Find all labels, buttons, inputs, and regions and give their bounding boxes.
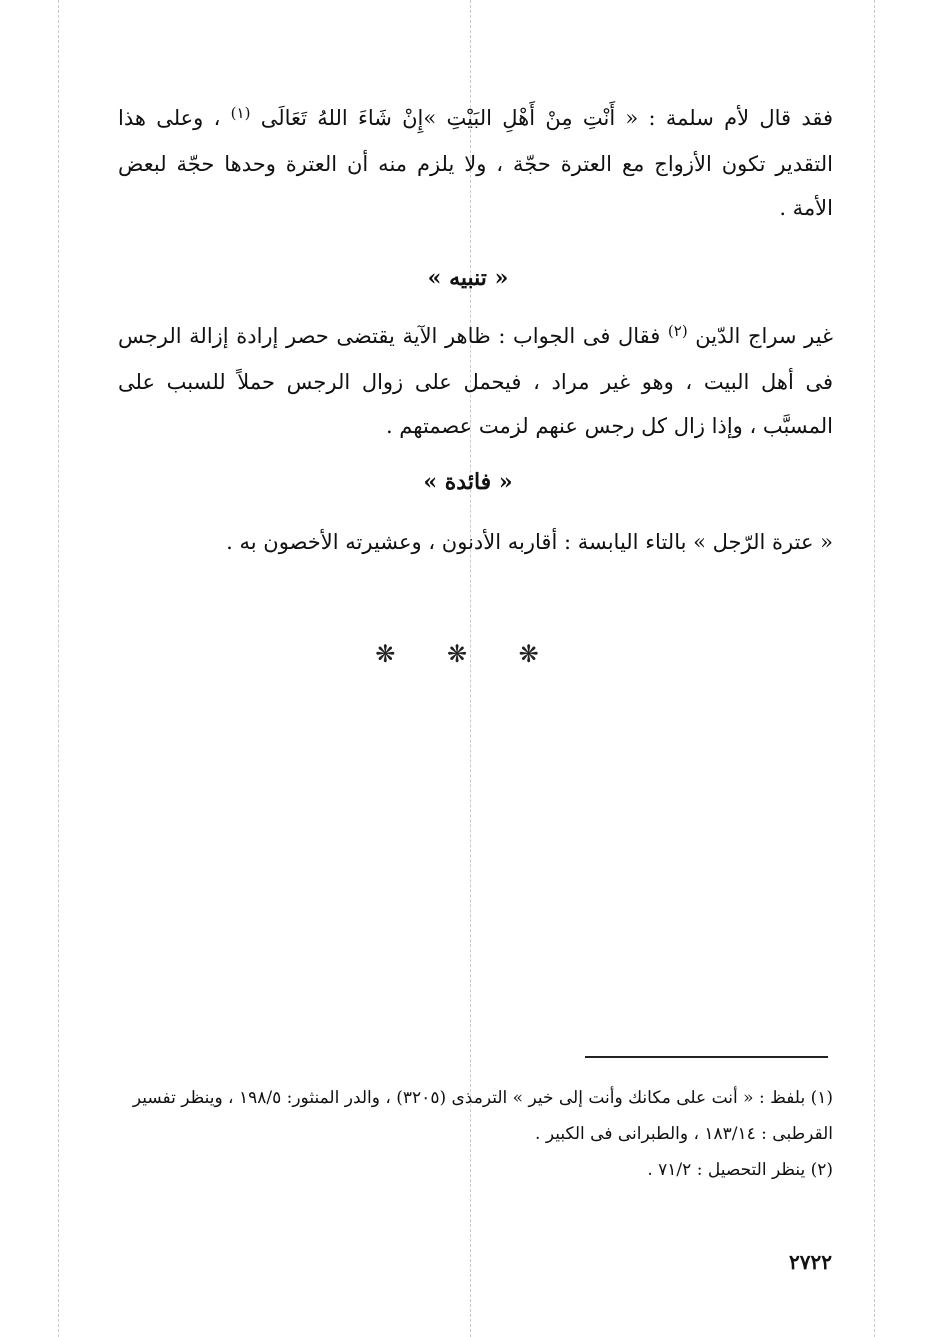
page-number: ٢٧٢٢ — [789, 1250, 832, 1274]
footnote-1: (١) بلفظ : « أنت على مكانك وأنت إلى خير » الترمذى (٣٢٠٥) ، والدر المنثور: ١٩٨/٥ ، وينظر تفسير القرطبى : ١٨٣/١٤ ، والطبرانى فى الكبير . — [132, 1088, 833, 1144]
guide-line — [874, 0, 875, 1337]
footnote-mark-2[interactable]: (٢) — [667, 322, 688, 340]
footnote-mark-1[interactable]: (١) — [230, 104, 251, 122]
guide-line — [58, 0, 59, 1337]
paragraph-intro-text-a: فقد قال لأم سلمة : « أَنْتِ مِنْ أَهْلِ البَيْتِ »إِنْ شَاءَ اللهُ تَعَالَى — [250, 106, 833, 130]
paragraph-intro — [118, 96, 833, 230]
paragraph-tanbih — [118, 314, 833, 448]
footnote-divider — [585, 1056, 828, 1058]
footnote-2: (٢) ينظر التحصيل : ٧١/٢ . — [647, 1160, 833, 1180]
section-separator: ❋ ❋ ❋ — [375, 640, 561, 668]
heading-faida: « فائدة » — [423, 469, 513, 495]
paragraph-intro-text-b: ، وعلى هذا التقدير تكون الأزواج مع العترة حجّة ، ولا يلزم منه أن العترة وحدها حجّة لبعض الأمة . — [118, 106, 833, 220]
paragraph-tanbih-text-a: غير سراج الدّين — [687, 324, 834, 348]
footnotes — [118, 1080, 833, 1188]
heading-tanbih: « تنبيه » — [427, 265, 509, 291]
paragraph-faida: « عترة الرّجل » بالتاء اليابسة : أقاربه الأدنون ، وعشيرته الأخصون به . — [226, 530, 833, 554]
paragraph-tanbih-text-b: فقال فى الجواب : ظاهر الآية يقتضى حصر إرادة إزالة الرجس فى أهل البيت ، وهو غير مراد ، فيحمل على زوال الرجس حملاً للسبب على المسبَّب ، وإذا زال كل رجس عنهم لزمت عصمتهم . — [118, 324, 833, 438]
